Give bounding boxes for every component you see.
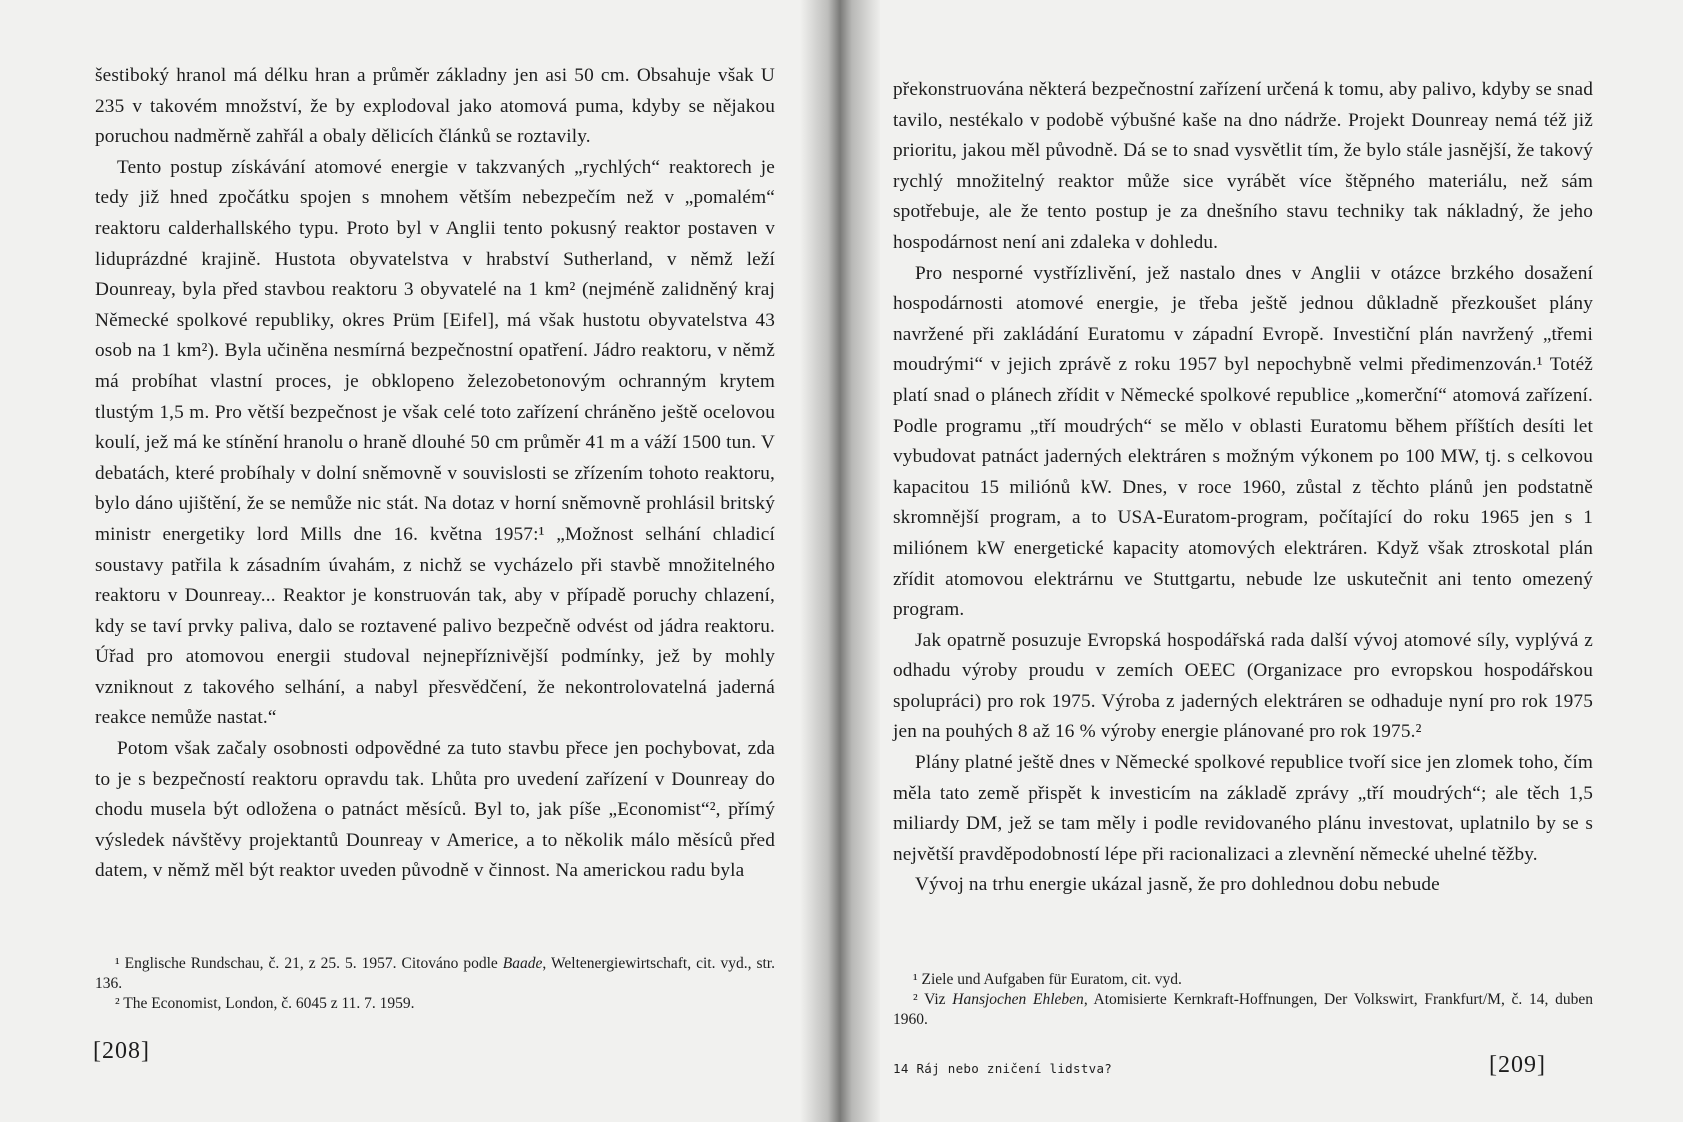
paragraph: Jak opatrně posuzuje Evropská hospodářská rada další vývoj atomové síly, vyplývá z odhadu výroby proudu v zemích OEEC (Organizace pro evropskou hospodářskou spolupráci) pro rok 1975. Výroba z jaderných elektráren se odhaduje nyní pro rok 1975 jen na pouhých 8 až 16 % výroby energie plánované pro rok 1975.² [893,629,1593,743]
footnote-2: ² The Economist, London, č. 6045 z 11. 7. 1959. [115,995,415,1012]
paragraph: Vývoj na trhu energie ukázal jasně, že pro dohlednou dobu nebude [915,874,1440,896]
paragraph: Tento postup získávání atomové energie v takzvaných „rychlých“ reaktorech je tedy již hned zpočátku spojen s mnohem větším nebezpečím než v „pomalém“ reaktoru calderhallského typu. Proto byl v Anglii tento pokusný reaktor postaven v liduprázdné krajině. Hustota obyvatelstva v hrabství Sutherland, v němž leží Dounreay, byla před stavbou reaktoru 3 obyvatelé na 1 km² (nejméně zalidněný kraj Německé spolkové republiky, okres Prüm [Eifel], má však hustotu obyvatelstva 43 osob na 1 km²). Byla učiněna nesmírná bezpečnostní opatření. Jádro reaktoru, v němž má probíhat vlastní proces, je obklopeno železobetonovým ochranným krytem tlustým 1,5 m. Pro větší bezpečnost je však celé toto zařízení chráněno ještě ocelovou koulí, jež má ke stínění hranolu o hraně dlouhé 50 cm průměr 41 m a váží 1500 tun. V debatách, které probíhaly v dolní sněmovně v souvislosti se zřízením tohoto reaktoru, bylo dáno ujištění, že se nemůže nic stát. Na dotaz v horní sněmovně prohlásil britský ministr energetiky lord Mills dne 16. května 1957:¹ „Možnost selhání chladicí soustavy patřila k zásadním úvahám, z nichž se vycházelo při stavbě množitelného reaktoru v Dounreay... Reaktor je konstruován tak, aby v případě poruchy chlazení, kdy se taví prvky paliva, dalo se roztavené palivo bezpečně odvést od jádra reaktoru. Úřad pro atomovou energii studoval nejnepříznivější podmínky, jež by mohly vzniknout z takového selhání, a nabyl přesvědčení, že nekontrolovatelná jaderná reakce nemůže nastat.“ [95,156,775,729]
left-page [0,0,820,1122]
paragraph: překonstruována některá bezpečnostní zařízení určená k tomu, aby palivo, kdyby se snad tavilo, nestékalo v podobě výbušné kaše na dno nádrže. Projekt Dounreay nemá též již prioritu, jakou měl původně. Dá se to snad vysvětlit tím, že bylo stále jasnější, že takový rychlý množitelný reaktor může sice vyrábět více štěpného materiálu, než sám spotřebuje, ale že tento postup je za dnešního stavu techniky tak nákladný, že jeho hospodárnost není ani zdaleka v dohledu. [893,79,1593,253]
signature-mark: 14 Ráj nebo zničení lidstva? [893,1061,1113,1076]
footnote-1: ¹ Ziele und Aufgaben für Euratom, cit. vyd. [913,971,1182,988]
paragraph: Pro nesporné vystřízlivění, jež nastalo dnes v Anglii v otázce brzkého dosažení hospodárnosti atomové energie, je třeba ještě jednou důkladně přezkoušet plány navržené při zakládání Euratomu v západní Evropě. Investiční plán navržený „třemi moudrými“ v jejich zprávě z roku 1957 byl nepochybně velmi předimenzován.¹ Totéž platí snad o plánech zřídit v Německé spolkové republice „komerční“ atomová zařízení. Podle programu „tří moudrých“ se mělo v oblasti Euratomu během příštích desíti let vybudovat patnáct jaderných elektráren s možným výkonem po 100 MW, tj. s celkovou kapacitou 15 miliónů kW. Dnes, v roce 1960, zůstal z těchto plánů jen podstatně skromnější program, a to USA-Euratom-program, počítající do roku 1965 jen s 1 miliónem kW energetické kapacity atomových elektráren. Když však ztroskotal plán zřídit atomovou elektrárnu ve Stuttgartu, nebude lze uskutečnit ani tento omezený program. [893,262,1593,621]
paragraph: Plány platné ještě dnes v Německé spolkové republice tvoří sice jen zlomek toho, čím měla tato země přispět k investicím na základě zprávy „tří moudrých“; ale těch 1,5 miliardy DM, jež se tam měly i podle revidovaného plánu investovat, uplatnilo by se s největší pravděpodobností lépe při racionalizaci a zlevnění německé uhelné těžby. [893,752,1593,865]
footnote-1: ¹ Englische Rundschau, č. 21, z 25. 5. 1957. Citováno podle Baade, Weltenergiewirtschaft, cit. vyd., str. 136. [95,955,775,992]
book-gutter [800,0,880,1122]
left-page-body [95,61,775,887]
paragraph: Potom však začaly osobnosti odpovědné za tuto stavbu přece jen pochybovat, zda to je s bezpečností reaktoru opravdu tak. Lhůta pro uvedení zařízení v Dounreay do chodu musela být odložena o patnáct měsíců. Byl to, jak píše „Economist“², přímý výsledek návštěvy projektantů Dounreay v Americe, a to několik málo měsíců před datem, v němž měl být reaktor uveden původně v činnost. Na americkou radu byla [95,738,775,882]
right-page [860,0,1683,1122]
page-number: [208] [93,1038,150,1064]
page-number: [209] [1489,1052,1546,1078]
footnote-2: ² Viz Hansjochen Ehleben, Atomisierte Kernkraft-Hoffnungen, Der Volkswirt, Frankfurt/M, č. 14, duben 1960. [893,991,1593,1028]
right-page-body [893,75,1593,901]
left-footnotes [95,954,775,1014]
paragraph: šestiboký hranol má délku hran a průměr základny jen asi 50 cm. Obsahuje však U 235 v takovém množství, že by explodoval jako atomová puma, kdyby se nějakou poruchou nadměrně zahřál a obaly dělicích článků se roztavily. [95,65,775,148]
right-footnotes [893,970,1593,1030]
